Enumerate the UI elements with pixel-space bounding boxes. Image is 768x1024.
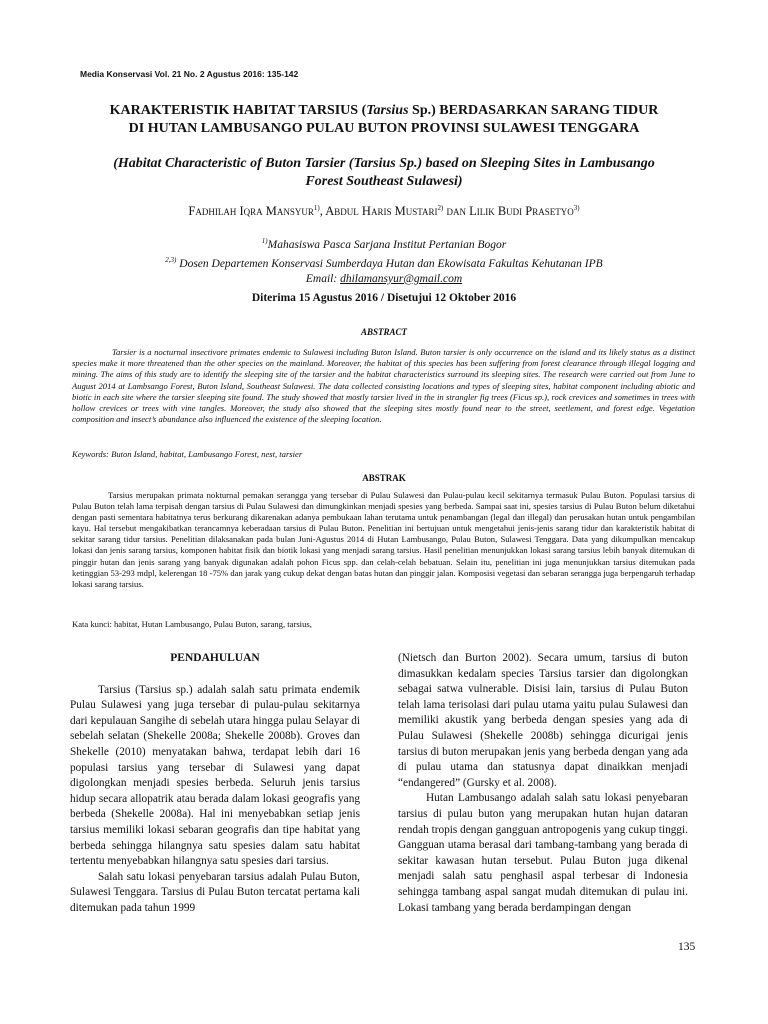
- affil-2: Dosen Departemen Konservasi Sumberdaya Hutan dan Ekowisata Fakultas Kehutanan IPB: [176, 257, 603, 270]
- paper-subtitle: [70, 155, 698, 191]
- subtitle-line2: Forest Southeast Sulawesi): [305, 174, 463, 189]
- page-number: 135: [678, 941, 696, 953]
- abstract-heading: ABSTRACT: [360, 327, 407, 337]
- author-3: Lilik Budi Prasetyo: [469, 204, 574, 219]
- author-2: Abdul Haris Mustari: [325, 204, 438, 219]
- paper-title: [60, 102, 708, 138]
- abstract-text: Tarsier is a nocturnal insectivore primates endemic to Sulawesi including Buton Island. Buton tarsier is only occurrence on the island and its likely status as a distinct species make it more threatened than the other species on the mainland. Moreover, the habitat of this species has been suffering from forest clearance through illegal logging and mining. The aims of this study are to identify the sleeping site of the tarsier and the habitat characteristics surround its sleeping sites. The research were carried out from June to August 2014 at Lambsango Forest, Buton Island, Southeast Sulawesi. The data collected consisting locations and types of sleeping sites, habitat component including abiotic and biotic in each site where the tarsier sleeping site found. The study showed that mostly tarsier lived in the in strangler fig trees (Ficus sp.), rock crevices and sometimes in trees with hollow crevices or trees with vine tangles. Moreover, the study also showed that the sleeping sites mostly found near to the street, seetlement, and forest edge. Vegetation composition and insect’s abundance also influenced the existence of the sleeping location.: [72, 347, 695, 425]
- affil-2-sup: 2,3): [165, 255, 177, 264]
- subtitle-line1: (Habitat Characteristic of Buton Tarsier (Tarsius Sp.) based on Sleeping Sites in Lambusango: [113, 156, 655, 171]
- author-3-sup: 3): [573, 204, 580, 212]
- title-line1-post: Sp.) BERDASARKAN SARANG TIDUR: [408, 103, 659, 118]
- affiliations: [60, 234, 708, 287]
- abstrak-heading: ABSTRAK: [362, 473, 406, 483]
- author-list: Fadhilah Iqra Mansyur$^{1)}$, Abdul Haris Mustari$^{2)}$ dan Lilik Budi Prasetyo$^{3)}$: [188, 204, 580, 219]
- title-line2: DI HUTAN LAMBUSANGO PULAU BUTON PROVINSI SULAWESI TENGGARA: [128, 121, 640, 136]
- affil-1-sup: 1): [261, 237, 268, 245]
- author-1-sup: 1): [313, 204, 320, 212]
- keywords: Keywords: Buton Island, habitat, Lambusango Forest, nest, tarsier: [72, 449, 303, 459]
- section-heading: PENDAHULUAN: [170, 652, 260, 664]
- abstrak-text: Tarsius merupakan primata nokturnal pemakan serangga yang tersebar di Pulau Sulawesi dan Pulau-pulau kecil sekitarnya termasuk Pulau Buton. Populasi tarsius di Pulau Buton telah lama terpisah dengan tarsius di Pulau Sulawesi dan dimungkinkan menjadi spesies yang berbeda. Sampai saat ini, spesies tarsius di Pulau Buton belum diketahui dengan pasti sementara habitatnya terus berkurang dikarenakan adanya pembukaan lahan terutama untuk penambangan (legal dan illegal) dan perusakan hutan untuk pengambilan kayu. Hal tersebut mengakibatkan terancamnya keberadaan tarsius di Pulau Buton. Penelitian ini bertujuan untuk mengetahui jenis-jenis sarang tidur dan karakteristik habitat di sekitar sarang tidur tarsius. Penelitian dilaksanakan pada bulan Juni-Agustus 2014 di Hutan Lambusango, Pulau Buton, Sulawesi Tenggara. Data yang dikumpulkan mencakup lokasi dan jenis sarang tarsius, komponen habitat fisik dan biotik lokasi yang menjadi sarang tarsius. Hasil penelitian menunjukkan lokasi sarang tarsius lebih banyak ditemukan di pinggir hutan dan jenis sarang yang banyak digunakan adalah pohon Ficus spp. dan celah-celah bebatuan. Selain itu, penelitian ini juga menunjukkan tarsius ditemukan pada ketinggian 53-293 mdpl, kelerengan 18 -75% dan jarak yang cukup dekat dengan batas hutan dan pinggir jalan. Komposisi vegetasi dan sebaran serangga juga berpengaruh terhadap lokasi sarang tarsius.: [72, 490, 695, 589]
- body-column-right: [398, 651, 688, 916]
- journal-header: Media Konservasi Vol. 21 No. 2 Agustus 2016: 135-142: [80, 69, 299, 79]
- affil-1: Mahasiswa Pasca Sarjana Institut Pertanian Bogor: [267, 238, 507, 251]
- author-1: Fadhilah Iqra Mansyur: [188, 204, 314, 219]
- title-line1-pre: KARAKTERISTIK HABITAT TARSIUS (: [109, 103, 367, 118]
- author-2-sup: 2): [437, 204, 444, 212]
- body-column-left: [70, 651, 360, 917]
- paragraph: Tarsius (Tarsius sp.) adalah salah satu primata endemik Pulau Sulawesi yang juga tersebar di pulau-pulau sekitarnya dari kepulauan Sangihe di sebelah utara hingga pulau Selayar di sebelah selatan (Shekelle 2008a; Shekelle 2008b). Groves dan Shekelle (2010) menyatakan bahwa, terdapat lebih dari 16 populasi tarsius yang tersebar di Sulawesi yang dapat digolongkan menjadi spesies berbeda. Seluruh jenis tarsius hidup secara allopatrik atau berada dalam lokasi geografis yang berbeda (Shekelle 2008a). Hal ini menyebabkan setiap jenis tarsius memiliki lokasi sebaran geografis dan tipe habitat yang berbeda sehingga hilangnya satu spesies dalam satu habitat tertentu menyebabkan hilangnya satu spesies dari tarsius.: [70, 683, 360, 868]
- paragraph: Salah satu lokasi penyebaran tarsius adalah Pulau Buton, Sulawesi Tenggara. Tarsius di Pulau Buton tercatat pertama kali ditemukan pada tahun 1999: [70, 870, 360, 914]
- title-italic: Tarsius: [366, 103, 409, 118]
- kata-kunci: Kata kunci: habitat, Hutan Lambusango, Pulau Buton, sarang, tarsius,: [72, 619, 312, 629]
- email-label: Email:: [305, 272, 341, 285]
- email-link[interactable]: dhilamansyur@gmail.com: [340, 272, 463, 285]
- received-accepted-dates: Diterima 15 Agustus 2016 / Disetujui 12 Oktober 2016: [251, 292, 517, 304]
- paragraph: Hutan Lambusango adalah salah satu lokasi penyebaran tarsius di pulau buton yang merupakan hutan hujan dataran rendah tropis dengan gangguan antropogenis yang cukup tinggi. Gangguan utama berasal dari tambang-tambang yang berada di sekitar kawasan hutan tersebut. Pulau Buton juga dikenal menjadi salah satu penghasil aspal terbesar di Indonesia sehingga tambang aspal sangat mudah ditemukan di pulau ini. Lokasi tambang yang berada berdampingan dengan: [398, 792, 688, 914]
- author-separator: dan: [443, 204, 470, 219]
- paragraph: (Nietsch dan Burton 2002). Secara umum, tarsius di buton dimasukkan kedalam species Tarsius tarsier dan digolongkan sebagai satwa vulnerable. Disisi lain, tarsius di Pulau Buton telah lama terisolasi dari pulau utama yaitu pulau Sulawesi dan memiliki akustik yang berbeda dengan spesies yang ada di Pulau Sulawesi (Shekelle 2008b) sehingga dicurigai jenis tarsius di buton merupakan jenis yang berbeda dengan yang ada di pulau utama dan statusnya dapat dinaikkan menjadi “endangered” (Gursky et al. 2008).: [398, 652, 688, 789]
